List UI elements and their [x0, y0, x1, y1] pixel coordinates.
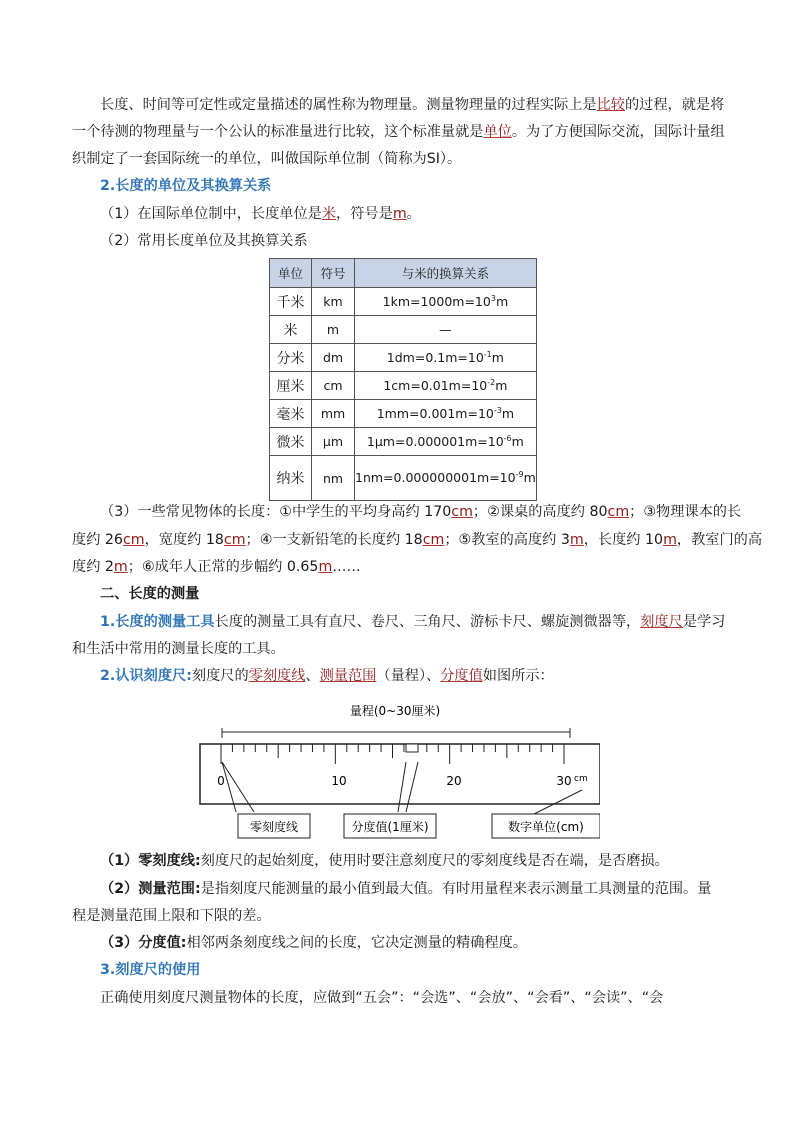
intro-line-3: 织制定了一套国际统一的单位，叫做国际单位制（简称为SI）。: [72, 151, 462, 167]
svg-text:零刻度线: 零刻度线: [249, 820, 299, 834]
common-units-line: （2）常用长度单位及其换算关系: [100, 233, 308, 249]
table-row: 厘米 cm $1cm=0.01m=10^{-2}m$: [270, 372, 537, 400]
def-zero-line: （1）零刻度线:刻度尺的起始刻度，使用时要注意刻度尺的零刻度线是否在端，是否磨损。: [100, 853, 669, 869]
examples-line-3: 度约 2m；⑥成年人正常的步幅约 0.65m……: [72, 559, 361, 575]
unit-cm-label: cm: [574, 774, 588, 784]
intro-line-2: 一个待测的物理量与一个公认的标准量进行比较，这个标准量就是单位。为了方便国际交流，国际计量组: [72, 124, 725, 140]
def-range-line-2: 程是测量范围上限和下限的差。: [72, 908, 271, 924]
header-conversion: 与米的换算关系: [355, 259, 537, 288]
examples-line-1: （3）一些常见物体的长度：①中学生的平均身高约 170cm；②课桌的高度约 80cm；③物理课本的长: [100, 504, 742, 520]
header-symbol: 符号: [312, 259, 355, 288]
si-unit-line: （1）在国际单位制中，长度单位是米，符号是m。: [100, 206, 421, 222]
table-row: 分米 dm $1dm=0.1m=10^{-1}m$: [270, 344, 537, 372]
ruler-intro-line: 2.认识刻度尺:刻度尺的零刻度线、测量范围（量程）、分度值如图所示：: [100, 668, 554, 684]
tools-line-2: 和生活中常用的测量长度的工具。: [72, 641, 285, 657]
part-heading-measurement: 二、长度的测量: [100, 586, 200, 602]
table-row: 纳米 nm $1nm=0.000000001m=10^{-9}m$: [270, 456, 537, 501]
section-heading-usage: 3.刻度尺的使用: [100, 962, 201, 978]
tick-label-30: 30: [556, 774, 572, 788]
examples-line-2: 度约 26cm，宽度约 18cm；④一支新铅笔的长度约 18cm；⑤教室的高度约 3m，长度约 10m，教室门的高: [72, 532, 763, 548]
table-row: 千米 km $1km=1000m=10^3m$: [270, 288, 537, 316]
ruler-body: [200, 744, 600, 804]
def-division-line: （3）分度值:相邻两条刻度线之间的长度，它决定测量的精确程度。: [100, 935, 527, 951]
tools-line-1: 1.长度的测量工具长度的测量工具有直尺、卷尺、三角尺、游标卡尺、螺旋测微器等，刻度尺是学习: [100, 614, 726, 630]
tick-label-20: 20: [446, 774, 462, 788]
section-heading-units: 2.长度的单位及其换算关系: [100, 178, 272, 194]
keyword-unit: 单位: [483, 124, 512, 140]
table-row: 米 m —: [270, 316, 537, 344]
svg-text:分度值(1厘米): 分度值(1厘米): [351, 820, 429, 834]
ruler-diagram: [190, 700, 600, 845]
unit-conversion-table: [269, 258, 537, 501]
table-row: 毫米 mm $1mm=0.001m=10^{-3}m$: [270, 400, 537, 428]
table-header-row: [270, 259, 537, 288]
def-range-line-1: （2）测量范围:是指刻度尺能测量的最小值到最大值。有时用量程来表示测量工具测量的范围。量: [100, 881, 712, 897]
tick-label-0: 0: [217, 774, 225, 788]
usage-line: 正确使用刻度尺测量物体的长度，应做到“五会”：“会选”、“会放”、“会看”、“会读”、“会: [100, 990, 664, 1006]
range-label: 量程(0~30厘米): [349, 704, 441, 718]
tick-label-10: 10: [331, 774, 347, 788]
header-unit: 单位: [270, 259, 312, 288]
table-row: 微米 μm $1\mu m=0.000001m=10^{-6}m$: [270, 428, 537, 456]
keyword-compare: 比较: [596, 97, 625, 113]
division-marker: [406, 744, 418, 752]
svg-text:数字单位(cm): 数字单位(cm): [508, 820, 584, 834]
intro-line-1: 长度、时间等可定性或定量描述的属性称为物理量。测量物理量的过程实际上是比较的过程，就是将: [100, 97, 725, 113]
